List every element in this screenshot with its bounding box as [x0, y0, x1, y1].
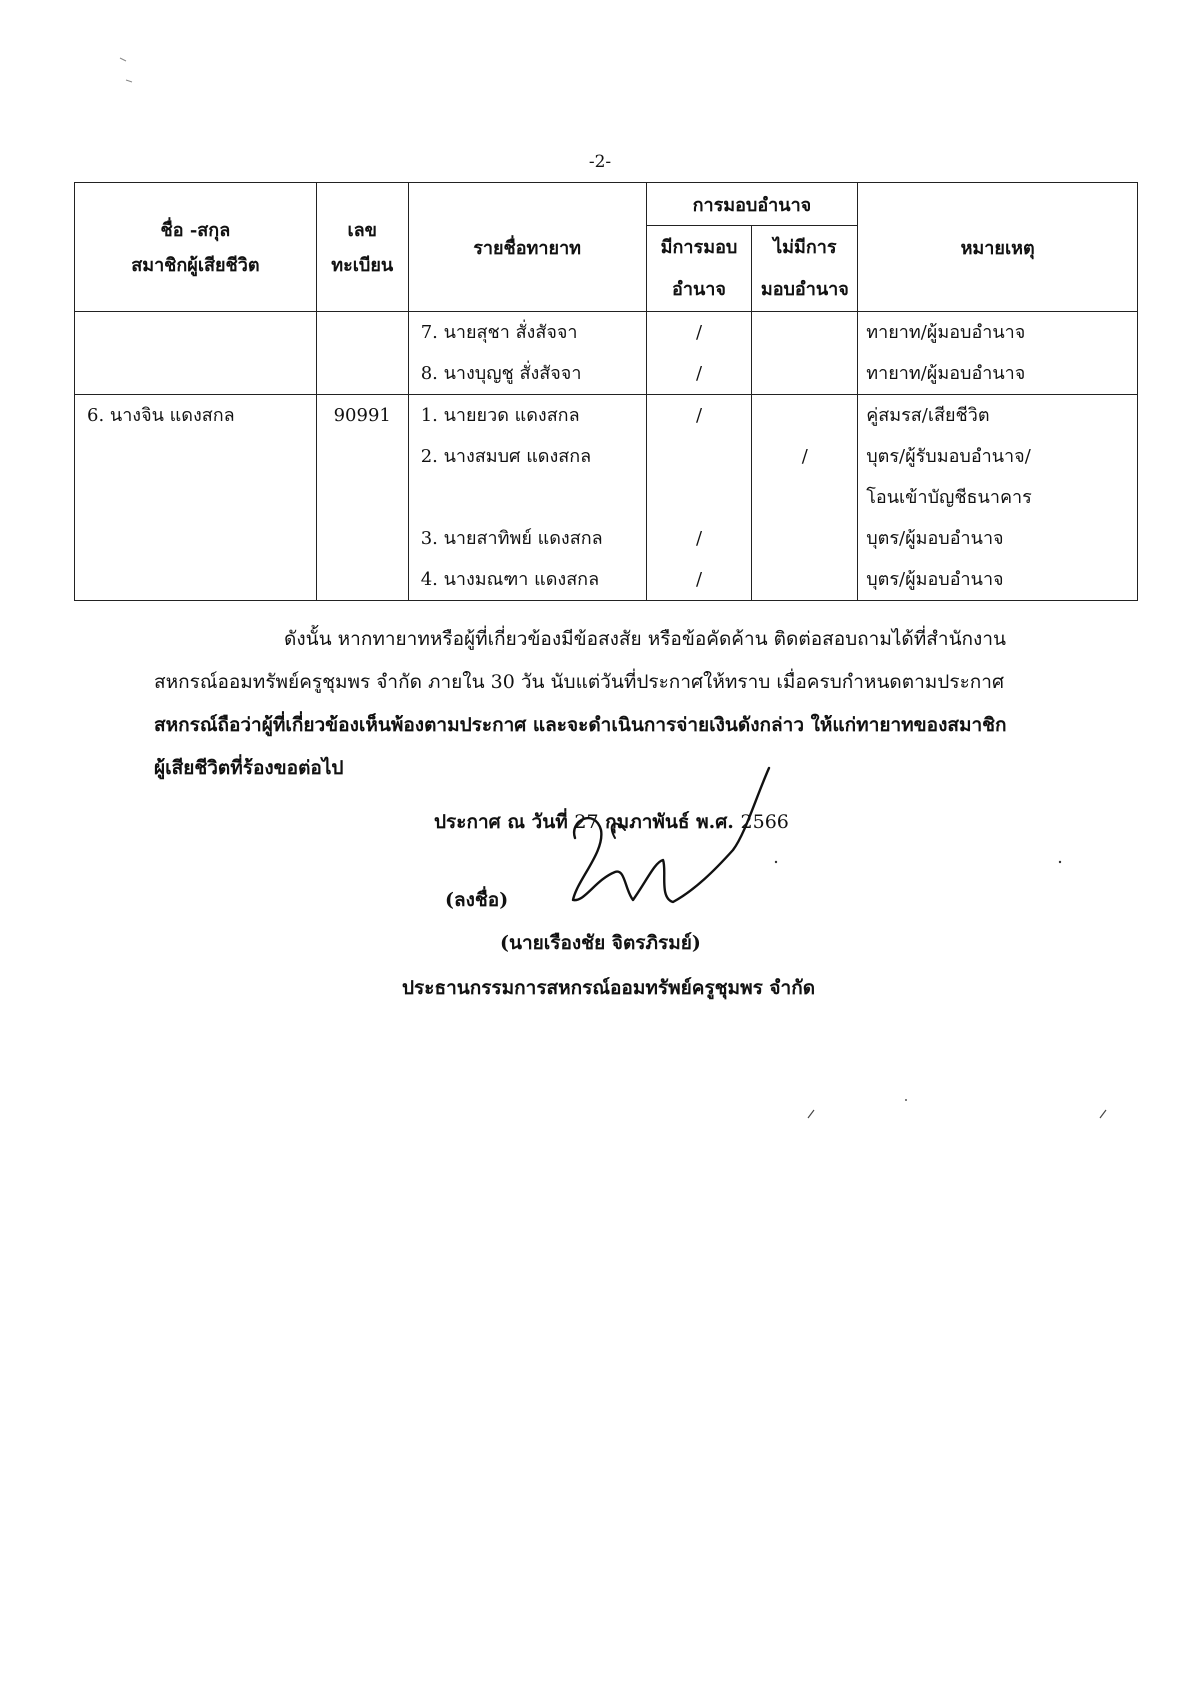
- header-authorized: [646, 226, 752, 312]
- header-authorized-line1: มีการมอบ: [660, 236, 738, 258]
- not-authorized-mark: [752, 353, 857, 394]
- header-authorized-line2: อำนาจ: [672, 278, 726, 300]
- heir-name: 2. นางสมบศ แดงสกล: [420, 446, 592, 467]
- remark-text: บุตร/ผู้รับมอบอำนาจ/: [866, 446, 1031, 467]
- header-member-name: [75, 183, 317, 312]
- heir-name: 7. นายสุชา สั่งสัจจา: [420, 322, 578, 343]
- heir-name: [409, 477, 646, 518]
- heirs-table: [74, 182, 1138, 601]
- authorized-mark: [647, 436, 752, 477]
- header-reg-no: [316, 183, 408, 312]
- remark-text: บุตร/ผู้มอบอำนาจ: [866, 569, 1004, 590]
- remarks-cell: [858, 312, 1138, 395]
- authorized-cell: [646, 312, 752, 395]
- page-number: -2-: [588, 152, 612, 172]
- header-member-name-line2: สมาชิกผู้เสียชีวิต: [131, 255, 260, 276]
- authorized-mark: /: [695, 363, 703, 384]
- remark-text: โอนเข้าบัญชีธนาคาร: [866, 487, 1032, 508]
- header-not-authorized-line2: มอบอำนาจ: [760, 278, 849, 300]
- announcement-year: 2566: [740, 811, 789, 833]
- header-not-authorized: [752, 226, 858, 312]
- reg-no-cell: [316, 312, 408, 395]
- remark-text: คู่สมรส/เสียชีวิต: [866, 405, 990, 426]
- heir-name: 3. นายสาทิพย์ แดงสกล: [420, 528, 603, 549]
- announcement-month: กุมภาพันธ์ พ.ศ.: [598, 811, 741, 833]
- reg-no: 90991: [333, 405, 391, 426]
- heirs-cell: [408, 312, 646, 395]
- not-authorized-mark: [752, 395, 857, 436]
- authorized-mark: /: [695, 405, 703, 426]
- signer-title: ประธานกรรมการสหกรณ์ออมทรัพย์ครูชุมพร จำกัด: [402, 977, 816, 999]
- remark-text: ทายาท/ผู้มอบอำนาจ: [866, 363, 1026, 384]
- not-authorized-mark: [752, 518, 857, 559]
- table-row: [75, 312, 1138, 395]
- paragraph-line: สหกรณ์ออมทรัพย์ครูชุมพร จำกัด ภายใน 30 วัน นับแต่วันที่ประกาศให้ทราบ เมื่อครบกำหนดตามประกาศ: [154, 671, 1005, 693]
- heir-name: 1. นายยวด แดงสกล: [420, 405, 580, 426]
- not-authorized-mark: /: [801, 446, 808, 467]
- member-name: [75, 312, 316, 353]
- header-heirs: รายชื่อทายาท: [408, 183, 646, 312]
- reg-no-cell: [316, 395, 408, 601]
- announcement-day: 27: [574, 811, 599, 833]
- authorized-mark: /: [695, 322, 703, 343]
- header-reg-no-line1: เลข: [347, 220, 377, 241]
- paragraph-line: ดังนั้น หากทายาทหรือผู้ที่เกี่ยวข้องมีข้อสงสัย หรือข้อคัดค้าน ติดต่อสอบถามได้ที่สำนักงาน: [284, 628, 1006, 650]
- paragraph-line: สหกรณ์ถือว่าผู้ที่เกี่ยวข้องเห็นพ้องตามประกาศ และจะดำเนินการจ่ายเงินดังกล่าว ให้แก่ทายาทของสมาชิก: [154, 714, 1007, 736]
- not-authorized-mark: [752, 312, 857, 353]
- remark-text: บุตร/ผู้มอบอำนาจ: [866, 528, 1004, 549]
- heirs-cell: [408, 395, 646, 601]
- header-not-authorized-line1: ไม่มีการ: [773, 236, 837, 258]
- not-authorized-cell: [752, 395, 858, 601]
- not-authorized-mark: [752, 559, 857, 600]
- table-row: [75, 395, 1138, 601]
- authorized-mark: [647, 477, 752, 518]
- signature-icon: [555, 760, 795, 930]
- signer-name: (นายเรืองชัย จิตรภิรมย์): [500, 932, 701, 954]
- member-cell: [75, 312, 317, 395]
- header-reg-no-line2: ทะเบียน: [331, 255, 394, 276]
- remarks-cell: [858, 395, 1138, 601]
- reg-no: [317, 312, 408, 353]
- authorized-cell: [646, 395, 752, 601]
- authorized-mark: /: [695, 528, 703, 549]
- not-authorized-mark: [752, 477, 857, 518]
- member-cell: [75, 395, 317, 601]
- announcement-prefix: ประกาศ ณ วันที่: [434, 811, 575, 833]
- heir-name: 8. นางบุญชู สั่งสัจจา: [420, 363, 582, 384]
- authorized-mark: /: [695, 569, 703, 590]
- signature-label: (ลงชื่อ): [445, 889, 509, 911]
- paragraph-line: ผู้เสียชีวิตที่ร้องขอต่อไป: [154, 757, 344, 779]
- header-member-name-line1: ชื่อ -สกุล: [160, 220, 231, 241]
- header-remarks: หมายเหตุ: [858, 183, 1138, 312]
- remark-text: ทายาท/ผู้มอบอำนาจ: [866, 322, 1026, 343]
- not-authorized-cell: [752, 312, 858, 395]
- member-name: 6. นางจิน แดงสกล: [87, 405, 235, 426]
- header-authorization: การมอบอำนาจ: [646, 183, 858, 226]
- heir-name: 4. นางมณฑา แดงสกล: [420, 569, 600, 590]
